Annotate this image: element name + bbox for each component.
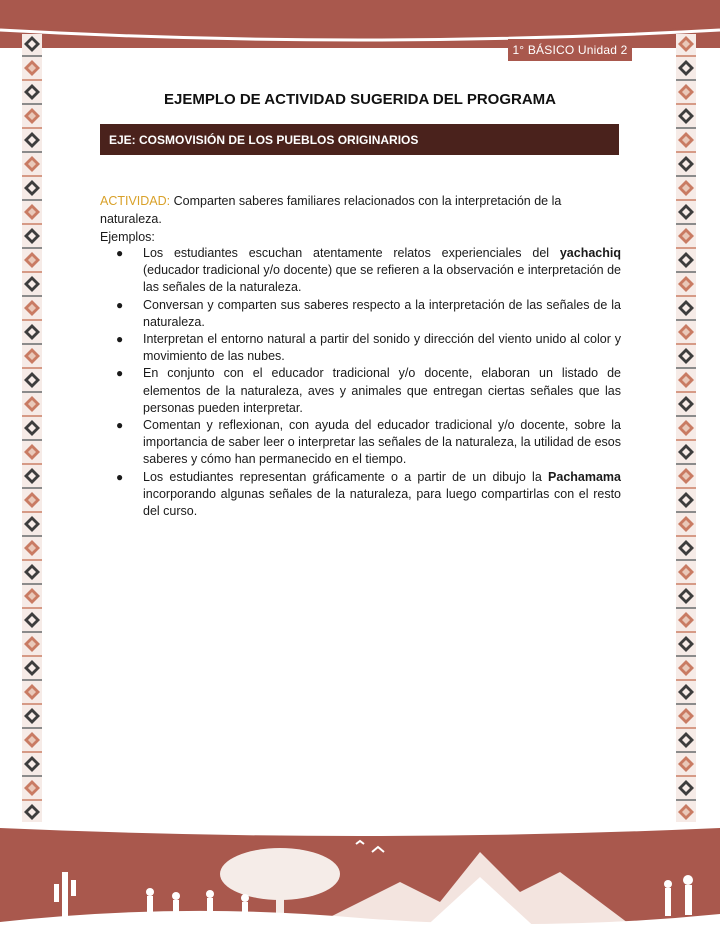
term-yachachiq: yachachiq: [559, 246, 621, 260]
bullet-icon: ●: [116, 366, 124, 381]
bullet-icon: ●: [116, 297, 124, 312]
actividad-text: Comparten saberes familiares relacionados con la interpretación de la naturaleza.: [100, 194, 562, 226]
bullet-icon: ●: [116, 332, 124, 347]
ejemplo-item: ● Conversan y comparten sus saberes respecto a la interpretación de las señales de la naturaleza.: [116, 297, 621, 329]
bullet-icon: ●: [116, 469, 124, 484]
ejemplo-item: ● Los estudiantes representan gráficamente o a partir de un dibujo la Pachamama incorporando algunas señales de la naturaleza, para luego compartirlas con el resto del curso.: [116, 469, 621, 519]
footer-landscape: [0, 822, 720, 932]
unit-badge: 1° BÁSICO Unidad 2: [508, 39, 632, 61]
ejemplos-label: Ejemplos:: [100, 230, 155, 244]
ejemplo-item: ● En conjunto con el educador tradicional y/o docente, elaboran un listado de elementos de la naturaleza, aves y animales que entregan ciertas señales que las personas pueden interpretar.: [116, 366, 621, 415]
eje-heading: EJE: COSMOVISIÓN DE LOS PUEBLOS ORIGINARIOS: [100, 124, 619, 155]
ejemplo-item: ● Interpretan el entorno natural a partir del sonido y dirección del viento unido al color y movimiento de las nubes.: [116, 332, 621, 364]
bullet-icon: ●: [116, 246, 124, 260]
ejemplo-item: ● Comentan y reflexionan, con ayuda del educador tradicional y/o docente, sobre la importancia de saber leer o interpretar las señales de la naturaleza, la utilidad de esos saberes y cómo han permanecido en el tiempo.: [116, 418, 621, 467]
left-textile-border: [22, 34, 42, 824]
actividad-label: ACTIVIDAD:: [100, 194, 171, 208]
actividad-line: [100, 192, 620, 228]
ejemplos-list: [100, 245, 621, 520]
term-pachamama: Pachamama: [548, 469, 621, 484]
page-title: EJEMPLO DE ACTIVIDAD SUGERIDA DEL PROGRAMA: [164, 91, 556, 108]
bullet-icon: ●: [116, 418, 124, 433]
ejemplo-item: ● Los estudiantes escuchan atentamente relatos experienciales del yachachiq (educador tradicional y/o docente) que se refieren a la observación e interpretación de las señales de la naturaleza.: [116, 246, 621, 295]
right-textile-border: [676, 34, 696, 824]
